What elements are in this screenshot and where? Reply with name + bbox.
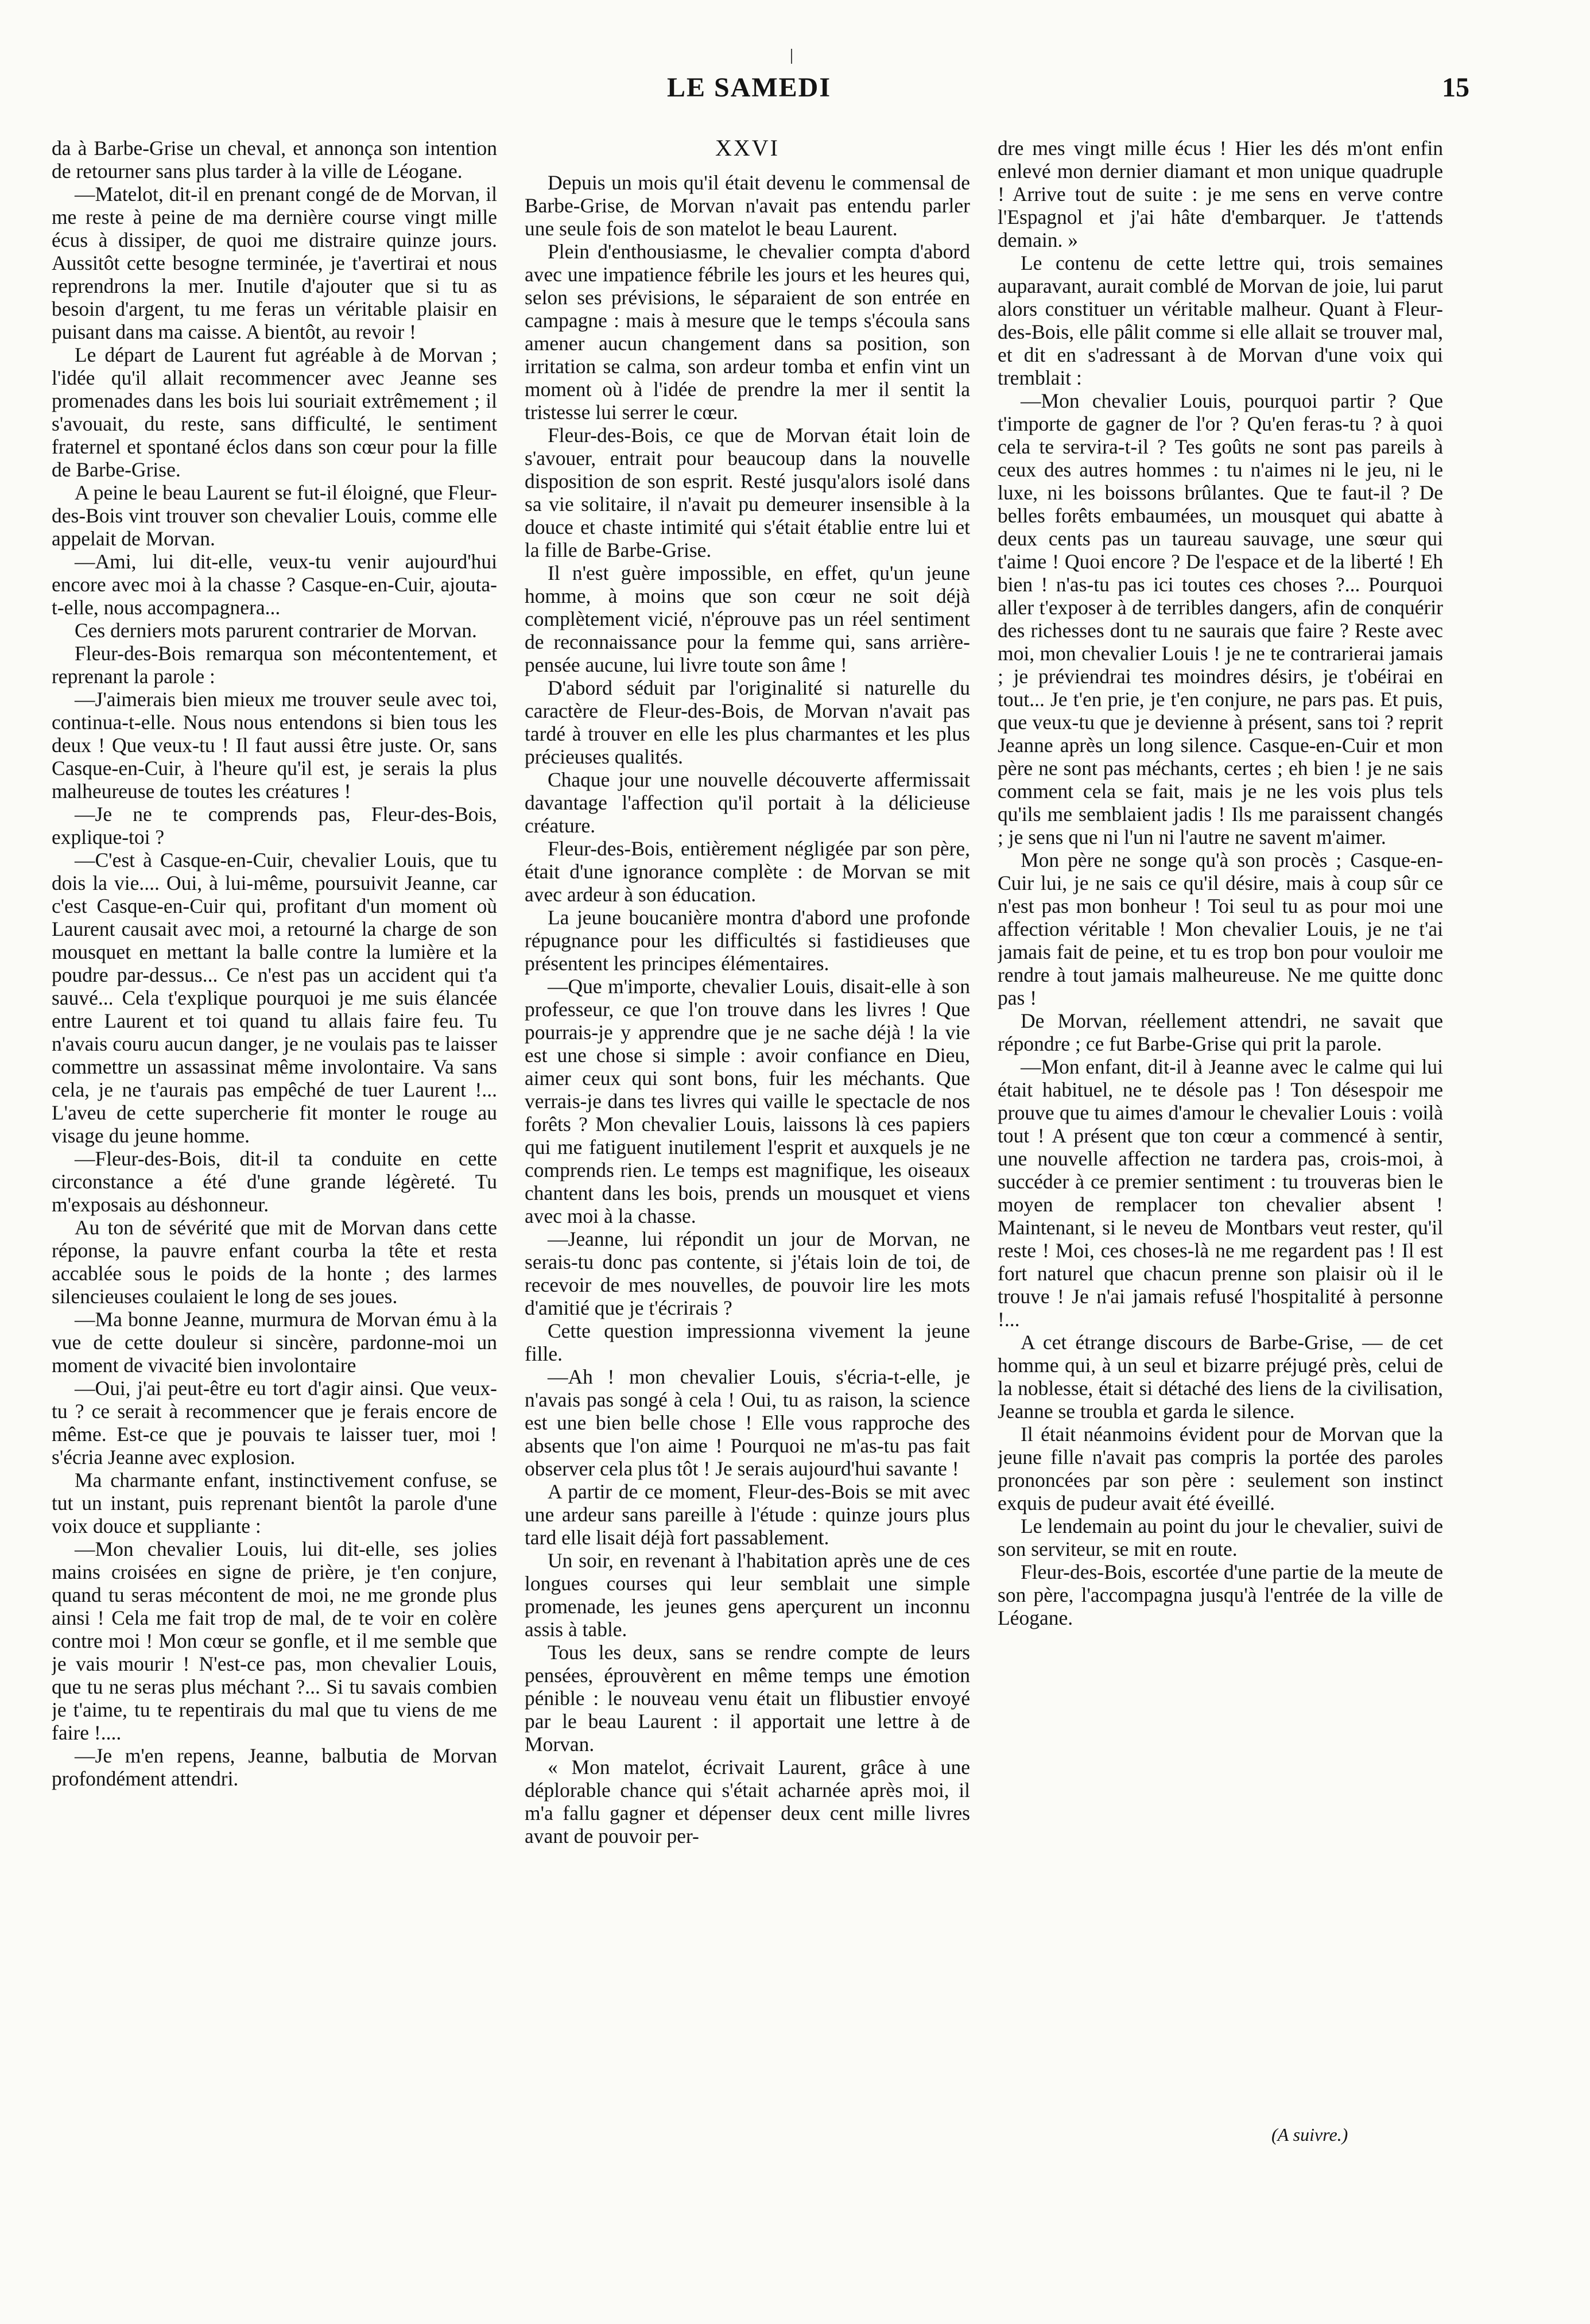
- page-number: 15: [1442, 72, 1469, 103]
- paragraph: A partir de ce moment, Fleur-des-Bois se mit avec une ardeur sans pareille à l'étude : quinze jours plus tard elle lisait déjà fort passablement.: [525, 1480, 970, 1549]
- paragraph: Mon père ne songe qu'à son procès ; Casque-en-Cuir lui, je ne sais ce qu'il désire, mais à coup sûr ce n'est pas mon bonheur ! Toi seul tu as pour moi une affection véritable ! Mon chevalier Louis, je ne t'ai jamais fait de peine, et tu es trop bon pour vouloir me rendre à tout jamais malheureuse. Ne me quitte donc pas !: [998, 849, 1443, 1009]
- paragraph: Le départ de Laurent fut agréable à de Morvan ; l'idée qu'il allait recommencer avec Jeanne ses promenades dans les bois lui souriait extrêmement ; il s'avouait, du reste, sans difficulté, le sentiment fraternel et spontané éclos dans son cœur pour la fille de Barbe-Grise.: [52, 343, 497, 481]
- fold-mark: [791, 49, 792, 64]
- paragraph: —Fleur-des-Bois, dit-il ta conduite en cette circonstance a été d'une grande légèreté. Tu m'exposais au déshonneur.: [52, 1147, 497, 1216]
- paragraph: —Je m'en repens, Jeanne, balbutia de Morvan profondément attendri.: [52, 1744, 497, 1790]
- paragraph: Cette question impressionna vivement la jeune fille.: [525, 1319, 970, 1365]
- paragraph: « Mon matelot, écrivait Laurent, grâce à une déplorable chance qui s'était acharnée après moi, il m'a fallu gagner et dépenser deux cent mille livres avant de pouvoir per-: [525, 1756, 970, 1847]
- paragraph: Tous les deux, sans se rendre compte de leurs pensées, éprouvèrent en même temps une émotion pénible : le nouveau venu était un flibustier envoyé par le beau Laurent : il apportait une lettre à de Morvan.: [525, 1641, 970, 1756]
- paragraph: Un soir, en revenant à l'habitation après une de ces longues courses qui leur semblait une simple promenade, les jeunes gens aperçurent un inconnu assis à table.: [525, 1549, 970, 1641]
- paragraph: —Jeanne, lui répondit un jour de Morvan, ne serais-tu donc pas contente, si j'étais loin de toi, de recevoir de mes nouvelles, de pouvoir lire les mots d'amitié que je t'écrirais ?: [525, 1227, 970, 1319]
- paragraph: Ces derniers mots parurent contrarier de Morvan.: [75, 619, 477, 642]
- column-3: [998, 137, 1443, 2226]
- paragraph: Il n'est guère impossible, en effet, qu'un jeune homme, à moins que son cœur ne soit déjà complètement vicié, n'éprouve pas un réel sentiment de reconnaissance pour la femme qui, sans arrière-pensée aucune, lui livre toute son âme !: [525, 561, 970, 676]
- paragraph: —Ah ! mon chevalier Louis, s'écria-t-elle, je n'avais pas songé à cela ! Oui, tu as raison, la science est une bien belle chose ! Elle vous rapproche des absents que l'on aime ! Pourquoi ne m'as-tu pas fait observer cela plus tôt ! Je serais aujourd'hui savante !: [525, 1365, 970, 1480]
- paragraph: A cet étrange discours de Barbe-Grise, — de cet homme qui, à un seul et bizarre préjugé près, celui de la noblesse, était si détaché des liens de la civilisation, Jeanne se troubla et garda le silence.: [998, 1331, 1443, 1423]
- paragraph: Il était néanmoins évident pour de Morvan que la jeune fille n'avait pas compris la portée des paroles prononcées par son père : seulement son instinct exquis de pudeur avait été éveillé.: [998, 1423, 1443, 1515]
- paragraph: La jeune boucanière montra d'abord une profonde répugnance pour les difficultés si fastidieuses que présentent les principes élémentaires.: [525, 906, 970, 975]
- running-title: LE SAMEDI: [666, 72, 832, 103]
- paragraph: —C'est à Casque-en-Cuir, chevalier Louis, que tu dois la vie.... Oui, à lui-même, poursuivit Jeanne, car c'est Casque-en-Cuir qui, profitant d'un moment où Laurent causait avec moi, a retourné la charge de son mousquet en mettant la balle contre la lumière et la poudre par-dessus... Ce n'est pas un accident qui t'a sauvé... Cela t'explique pourquoi je me suis élancée entre Laurent et toi quand tu allais faire feu. Tu n'avais couru aucun danger, je ne voulais pas te laisser commettre un assassinat même involontaire. Va sans cela, je ne t'aurais pas empêché de tuer Laurent !... L'aveu de cette supercherie fit monter le rouge au visage du jeune homme.: [52, 849, 497, 1147]
- paragraph: Chaque jour une nouvelle découverte affermissait davantage l'affection qu'il portait à la délicieuse créature.: [525, 768, 970, 837]
- column-2: [525, 137, 970, 2226]
- paragraph: —Mon enfant, dit-il à Jeanne avec le calme qui lui était habituel, ne te désole pas ! Ton désespoir me prouve que tu aimes d'amour le chevalier Louis : voilà tout ! A présent que ton cœur a commencé à sentir, une nouvelle affection ne tardera pas, crois-moi, à succéder à ce premier sentiment : tu trouveras bien le moyen de remplacer ton chevalier absent ! Maintenant, si le neveu de Montbars veut rester, qu'il reste ! Moi, ces choses-là ne me regardent pas ! Il est fort naturel que chacun prenne son plaisir où il le trouve ! Je n'ai jamais refusé l'hospitalité à personne !...: [998, 1055, 1443, 1331]
- chapter-heading: XXVI: [715, 137, 780, 161]
- paragraph: —Matelot, dit-il en prenant congé de de Morvan, il me reste à peine de ma dernière course vingt mille écus à dissiper, de quoi me distraire quinze jours. Aussitôt cette besogne terminée, je t'avertirai et nous reprendrons la mer. Inutile d'ajouter que si tu as besoin d'argent, tu me feras un véritable plaisir en puisant dans ma caisse. A bientôt, au revoir !: [52, 183, 497, 343]
- paragraph: Fleur-des-Bois, escortée d'une partie de la meute de son père, l'accompagna jusqu'à l'entrée de la ville de Léogane.: [998, 1560, 1443, 1629]
- paragraph: —Mon chevalier Louis, pourquoi partir ? Que t'importe de gagner de l'or ? Qu'en feras-tu ? à quoi cela te servira-t-il ? Tes goûts ne sont pas pareils à ceux des autres hommes : tu n'aimes ni le jeu, ni le luxe, ni les boissons brûlantes. Que te faut-il ? De belles forêts embaumées, un mousquet qui abatte à deux cents pas un taureau sauvage, une sœur qui t'aime ! Quoi encore ? De l'espace et de la liberté ! Eh bien ! n'as-tu pas ici toutes ces choses ?... Pourquoi aller t'exposer à de terribles dangers, afin de conquérir des richesses dont tu ne saurais que faire ? Reste avec moi, mon chevalier Louis ! je ne te contrarierai jamais ; je préviendrai tes moindres désirs, je t'obéirai en tout... Je t'en prie, je t'en conjure, ne pars pas. Et puis, que veux-tu que je devienne à présent, sans toi ? reprit Jeanne après un long silence. Casque-en-Cuir et mon père ne sont pas méchants, certes ; eh bien ! je ne sais comment cela se fait, mais je ne les vois plus tels qu'ils me semblaient jadis ! Ils me paraissent changés ; je sens que ni l'un ni l'autre ne savent m'aimer.: [998, 389, 1443, 849]
- paragraph: Depuis un mois qu'il était devenu le commensal de Barbe-Grise, de Morvan n'avait pas entendu parler une seule fois de son matelot le beau Laurent.: [525, 171, 970, 240]
- paragraph: Fleur-des-Bois, entièrement négligée par son père, était d'une ignorance complète : de Morvan se mit avec ardeur à son éducation.: [525, 837, 970, 906]
- page-header: [52, 72, 1469, 106]
- paragraph: —Ami, lui dit-elle, veux-tu venir aujourd'hui encore avec moi à la chasse ? Casque-en-Cuir, ajouta-t-elle, nous accompagnera...: [52, 550, 497, 619]
- paragraph: Fleur-des-Bois remarqua son mécontentement, et reprenant la parole :: [52, 642, 497, 688]
- paragraph: —Mon chevalier Louis, lui dit-elle, ses jolies mains croisées en signe de prière, je t'en conjure, quand tu seras mécontent de moi, ne me gronde plus ainsi ! Cela me fait trop de mal, de te voir en colère contre moi ! Mon cœur se gonfle, et il me semble que je vais mourir ! N'est-ce pas, mon chevalier Louis, que tu ne seras plus méchant ?... Si tu savais combien je t'aime, tu te repentirais du mal que tu viens de me faire !....: [52, 1537, 497, 1744]
- column-1: [52, 137, 497, 2226]
- paragraph: —Je ne te comprends pas, Fleur-des-Bois, explique-toi ?: [52, 803, 497, 849]
- paragraph: Plein d'enthousiasme, le chevalier compta d'abord avec une impatience fébrile les jours et les heures qui, selon ses prévisions, le séparaient de son entrée en campagne : mais à mesure que le temps s'écoula sans amener aucun changement dans sa position, son irritation se calma, son ardeur tomba et enfin vint un moment où à l'idée de prendre la mer il sentit la tristesse lui serrer le cœur.: [525, 240, 970, 424]
- paragraph: De Morvan, réellement attendri, ne savait que répondre ; ce fut Barbe-Grise qui prit la parole.: [998, 1009, 1443, 1055]
- paragraph: D'abord séduit par l'originalité si naturelle du caractère de Fleur-des-Bois, de Morvan n'avait pas tardé à trouver en elle les plus charmantes et les plus précieuses qualités.: [525, 676, 970, 768]
- paragraph: A peine le beau Laurent se fut-il éloigné, que Fleur-des-Bois vint trouver son chevalier Louis, comme elle appelait de Morvan.: [52, 481, 497, 550]
- to-be-continued: (A suivre.): [1271, 2124, 1348, 2145]
- paragraph: —J'aimerais bien mieux me trouver seule avec toi, continua-t-elle. Nous nous entendons si bien tous les deux ! Que veux-tu ! Il faut aussi être juste. Or, sans Casque-en-Cuir, à l'heure qu'il est, je serais la plus malheureuse de toutes les créatures !: [52, 688, 497, 803]
- paragraph: da à Barbe-Grise un cheval, et annonça son intention de retourner sans plus tarder à la ville de Léogane.: [52, 137, 497, 183]
- article-columns: [52, 137, 1446, 2226]
- paragraph: Le lendemain au point du jour le chevalier, suivi de son serviteur, se mit en route.: [998, 1515, 1443, 1560]
- paragraph: dre mes vingt mille écus ! Hier les dés m'ont enfin enlevé mon dernier diamant et mon unique quadruple ! Arrive tout de suite : je me sens en verve contre l'Espagnol et j'ai hâte d'embarquer. Je t'attends demain. »: [998, 137, 1443, 251]
- paragraph: Ma charmante enfant, instinctivement confuse, se tut un instant, puis reprenant bientôt la parole d'une voix douce et suppliante :: [52, 1469, 497, 1537]
- paragraph: —Que m'importe, chevalier Louis, disait-elle à son professeur, ce que l'on trouve dans les livres ! Que pourrais-je y apprendre que je ne sache déjà ! la vie est une chose si simple : avoir confiance en Dieu, aimer ceux qui sont bons, fuir les méchants. Que verrais-je dans tes livres qui vaille le spectacle de nos forêts ? Mon chevalier Louis, laissons là ces papiers qui me fatiguent inutilement l'esprit et auxquels je ne comprends rien. Le temps est magnifique, les oiseaux chantent dans les bois, prends un mousquet et viens avec moi à la chasse.: [525, 975, 970, 1227]
- paragraph: —Oui, j'ai peut-être eu tort d'agir ainsi. Que veux-tu ? ce serait à recommencer que je ferais encore de même. Est-ce que je pouvais te laisser tuer, moi ! s'écria Jeanne avec explosion.: [52, 1377, 497, 1469]
- paragraph: —Ma bonne Jeanne, murmura de Morvan ému à la vue de cette douleur si sincère, pardonne-moi un moment de vivacité bien involontaire: [52, 1308, 497, 1377]
- paragraph: Au ton de sévérité que mit de Morvan dans cette réponse, la pauvre enfant courba la tête et resta accablée sous le poids de la honte ; des larmes silencieuses coulaient le long de ses joues.: [52, 1216, 497, 1308]
- paragraph: Fleur-des-Bois, ce que de Morvan était loin de s'avouer, entrait pour beaucoup dans la nouvelle disposition de son esprit. Resté jusqu'alors isolé dans sa vie solitaire, il n'avait pu demeurer insensible à la douce et chaste intimité qui s'était établie entre lui et la fille de Barbe-Grise.: [525, 424, 970, 561]
- paragraph: Le contenu de cette lettre qui, trois semaines auparavant, aurait comblé de Morvan de joie, lui parut alors constituer un véritable malheur. Quant à Fleur-des-Bois, elle pâlit comme si elle allait se trouver mal, et dit en s'adressant à de Morvan d'une voix qui tremblait :: [998, 251, 1443, 389]
